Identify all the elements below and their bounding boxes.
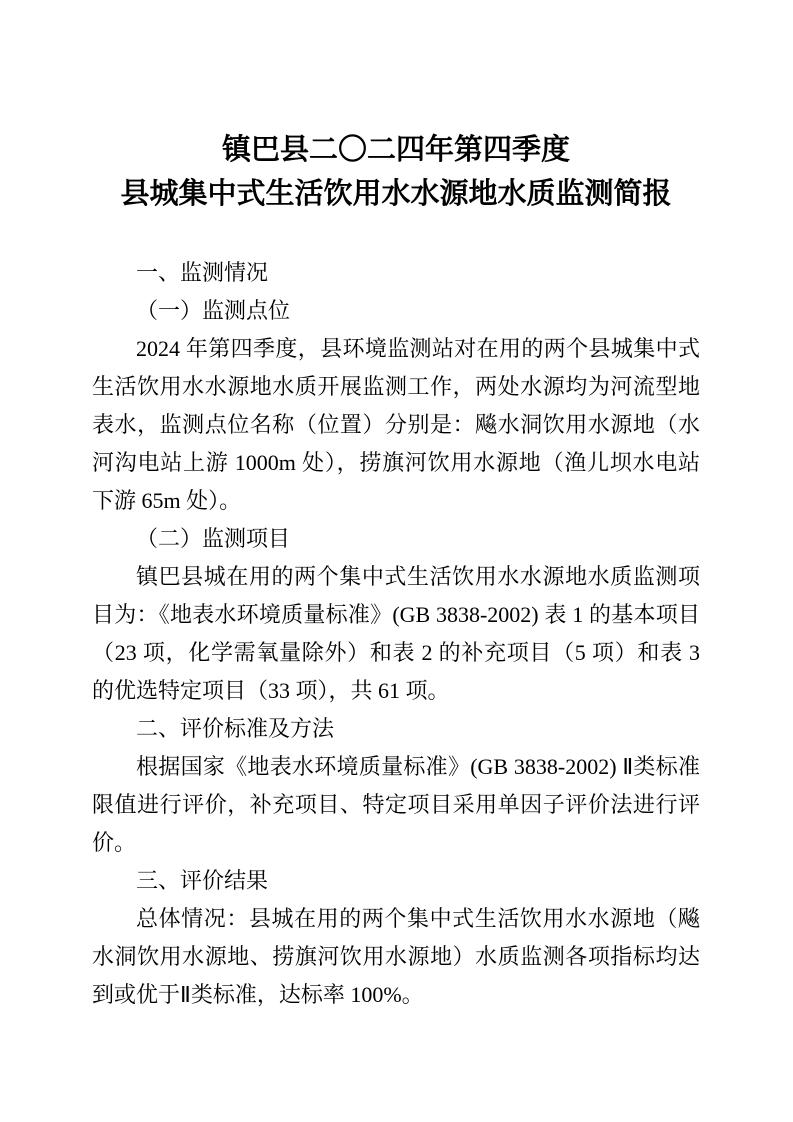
paragraph-monitoring-sites: 2024 年第四季度，县环境监测站对在用的两个县城集中式生活饮用水水源地水质开展监测工作，两处水源均为河流型地表水，监测点位名称（位置）分别是：飚水洞饮用水源地（水河沟电站上游 1000m 处），捞旗河饮用水源地（渔儿坝水电站下游 65m 处）。 xyxy=(92,336,700,513)
title-line-1: 镇巴县二〇二四年第四季度 xyxy=(221,134,570,166)
paragraph-evaluation-standard: 根据国家《地表水环境质量标准》(GB 3838-2002) Ⅱ类标准限值进行评价，补充项目、特定项目采用单因子评价法进行评价。 xyxy=(92,754,700,855)
paragraph-monitoring-items: 镇巴县城在用的两个集中式生活饮用水水源地水质监测项目为：《地表水环境质量标准》(GB 3838-2002) 表 1 的基本项目（23 项，化学需氧量除外）和表 2 的补充项目（5 项）和表 3 的优选特定项目（33 项），共 61 项。 xyxy=(92,564,700,703)
document-body xyxy=(92,254,700,1014)
section-heading-monitoring-situation: 一、监测情况 xyxy=(136,260,269,285)
paragraph-evaluation-results: 总体情况：县城在用的两个集中式生活饮用水水源地（飚水洞饮用水源地、捞旗河饮用水源地）水质监测各项指标均达到或优于Ⅱ类标准，达标率 100%。 xyxy=(92,906,700,1007)
section-heading-evaluation-standard: 二、评价标准及方法 xyxy=(136,716,335,741)
subsection-heading-monitoring-items: （二）监测项目 xyxy=(136,526,291,551)
subsection-heading-monitoring-sites: （一）监测点位 xyxy=(136,298,291,323)
document-title xyxy=(92,128,700,216)
section-heading-evaluation-results: 三、评价结果 xyxy=(136,868,269,893)
title-line-2: 县城集中式生活饮用水水源地水质监测简报 xyxy=(120,178,672,210)
